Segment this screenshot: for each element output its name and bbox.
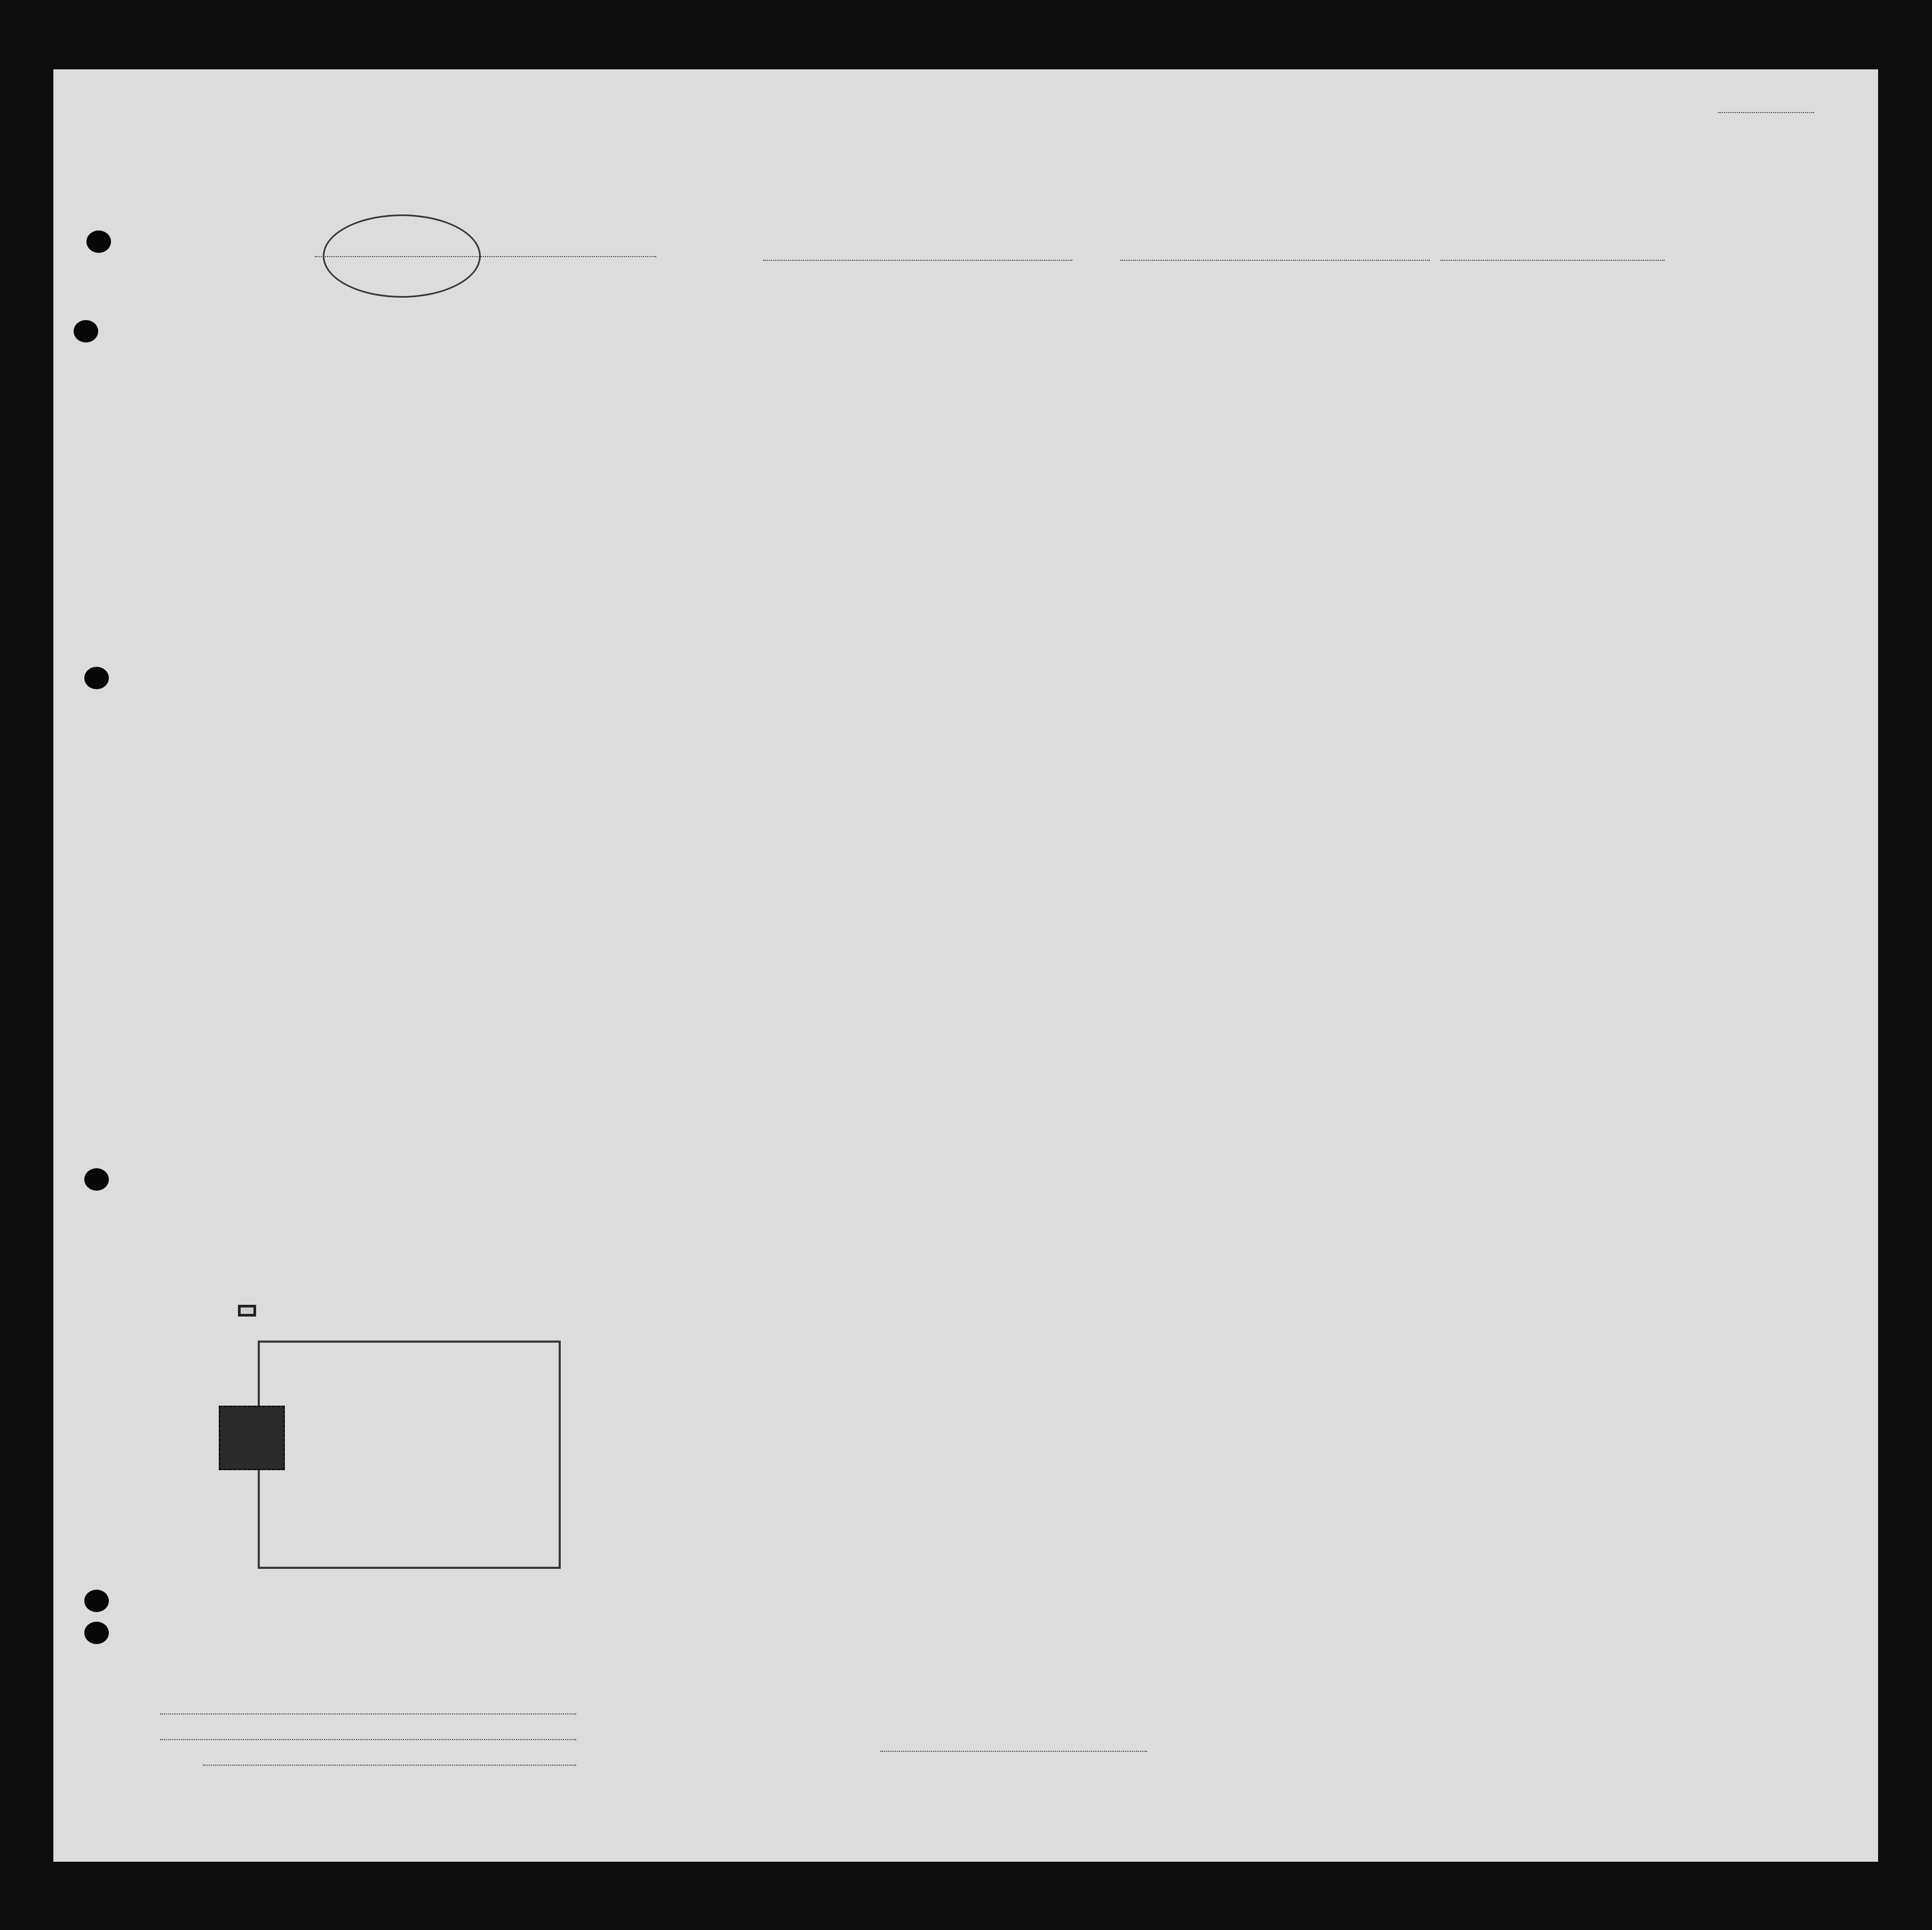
punch-hole: [84, 1590, 109, 1612]
punch-hole: [84, 1168, 109, 1191]
punch-hole: [84, 1622, 109, 1644]
fee-stamp: [219, 1406, 285, 1470]
manifest-sheet: [53, 69, 1878, 1862]
local-agents-field: [203, 1765, 576, 1766]
punch-hole: [86, 230, 111, 253]
manifest-grid: [53, 69, 1878, 1862]
consular-stamp: [258, 1341, 561, 1569]
line-field: [160, 1713, 576, 1714]
inspector-signature-field: [880, 1751, 1147, 1752]
closed-with-stamp: [238, 1305, 256, 1317]
punch-hole: [74, 320, 98, 342]
owners-field: [160, 1739, 576, 1740]
punch-hole: [84, 667, 109, 689]
